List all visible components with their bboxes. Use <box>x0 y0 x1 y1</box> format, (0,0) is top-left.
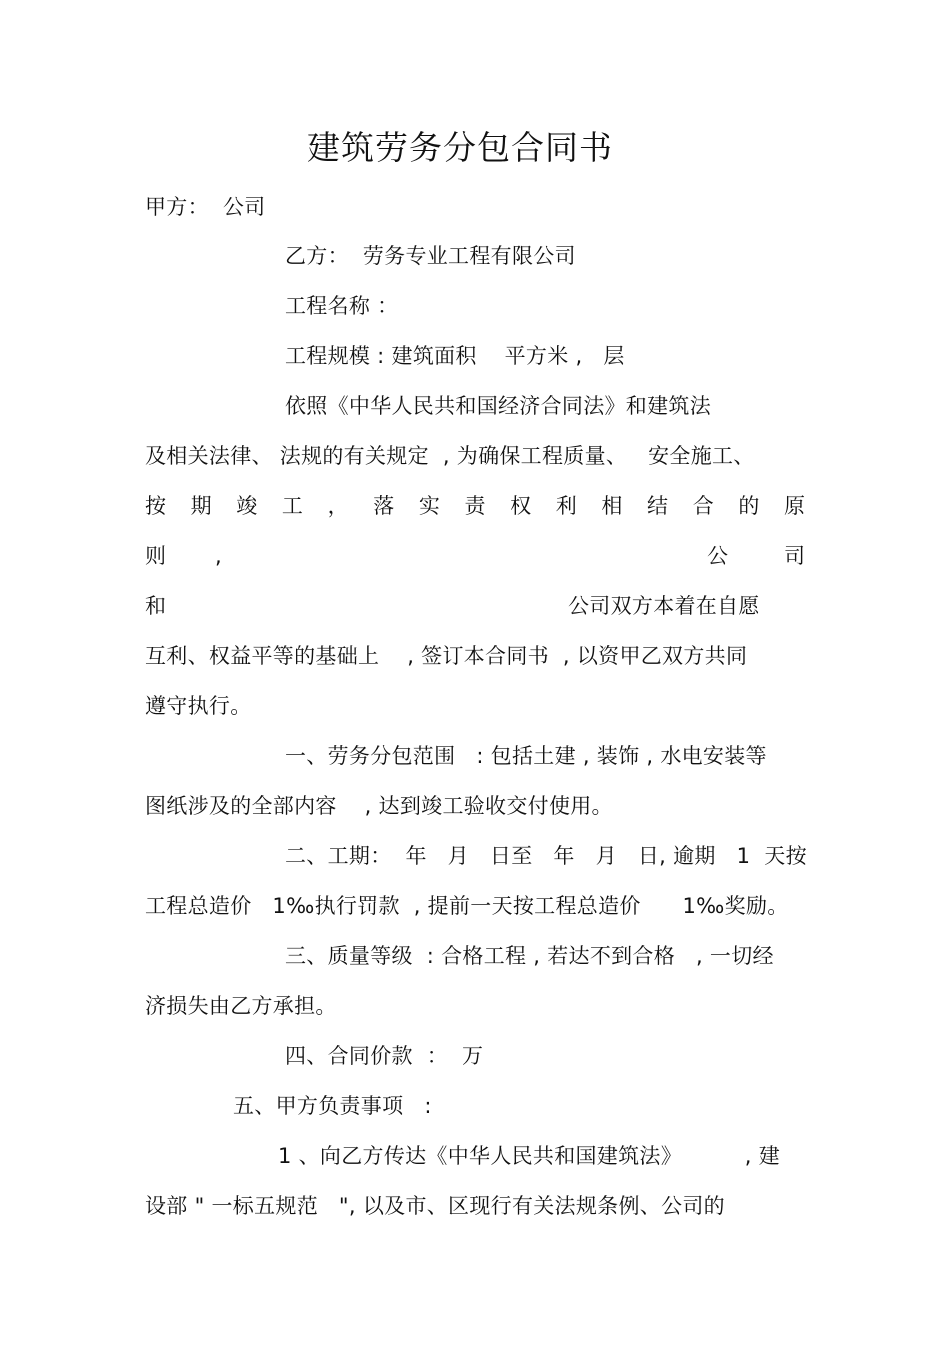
preamble-line: 遵守执行。 <box>145 694 252 718</box>
preamble-justified-line <box>145 493 805 519</box>
preamble-fragment: 公司双方本着在自愿 <box>568 594 760 618</box>
party-b: 乙方： 劳务专业工程有限公司 <box>285 244 576 268</box>
clause-5-item-1-line: 设部 " 一标五规范 ", 以及市、区现行有关法规条例、公司的 <box>145 1194 725 1218</box>
clause-5-heading: 五、甲方负责事项 : <box>233 1094 432 1118</box>
char: 实 <box>418 494 440 518</box>
char: 期 <box>190 494 212 518</box>
char: 利 <box>555 494 577 518</box>
clause-5-item-1-line: 1 、向乙方传达《中华人民共和国建筑法》 , 建 <box>278 1144 781 1168</box>
char: ， <box>327 494 349 518</box>
preamble-fragment: 则 <box>145 544 167 568</box>
preamble-line: 及相关法律、 法规的有关规定 , 为确保工程质量、 安全施工、 <box>145 444 755 468</box>
preamble-fragment: 和 <box>145 594 167 618</box>
clause-2-line: 二、工期： 年 月 日至 年 月 日, 逾期 1 天按 <box>285 844 807 868</box>
document-title: 建筑劳务分包合同书 <box>307 128 613 167</box>
preamble-fragment: 公 <box>707 544 729 568</box>
char: 落 <box>373 494 395 518</box>
clause-1-line: 一、劳务分包范围 : 包括土建 , 装饰 , 水电安装等 <box>285 744 767 768</box>
preamble-line: 互利、权益平等的基础上 , 签订本合同书 , 以资甲乙双方共同 <box>145 644 748 668</box>
preamble-fragment: , <box>215 544 222 568</box>
char: 工 <box>281 494 303 518</box>
project-scale: 工程规模 : 建筑面积 平方米 , 层 <box>285 344 625 368</box>
clause-2-line: 工程总造价 1‰执行罚款 , 提前一天按工程总造价 1‰奖励。 <box>145 894 789 918</box>
char: 责 <box>464 494 486 518</box>
preamble-line: 依照《中华人民共和国经济合同法》和建筑法 <box>285 394 711 418</box>
char: 结 <box>647 494 669 518</box>
project-name: 工程名称 ： <box>285 294 399 318</box>
char: 按 <box>145 494 166 518</box>
clause-1-line: 图纸涉及的全部内容 , 达到竣工验收交付使用。 <box>145 794 613 818</box>
preamble-fragment: 司 <box>784 544 806 568</box>
clause-3-line: 三、质量等级 : 合格工程 , 若达不到合格 , 一切经 <box>285 944 774 968</box>
clause-4: 四、合同价款 ： 万 <box>285 1044 484 1068</box>
char: 的 <box>738 494 760 518</box>
char: 合 <box>692 494 714 518</box>
party-a: 甲方： 公司 <box>145 195 266 219</box>
char: 竣 <box>236 494 258 518</box>
char: 原 <box>783 494 805 518</box>
char: 相 <box>601 494 623 518</box>
char: 权 <box>510 494 532 518</box>
clause-3-line: 济损失由乙方承担。 <box>145 994 337 1018</box>
